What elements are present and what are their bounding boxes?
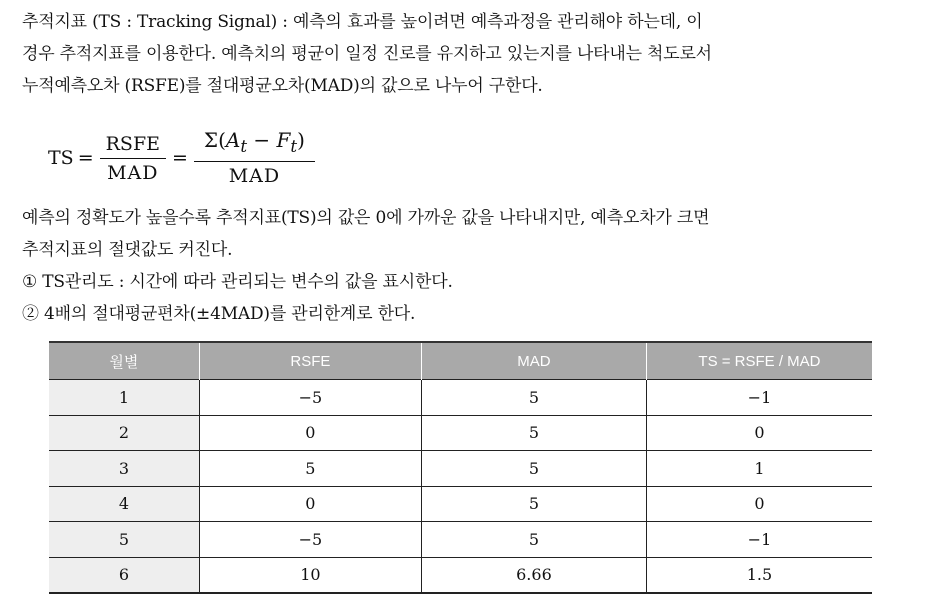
formula-lhs: TS [48, 147, 74, 169]
cell-month: 3 [49, 451, 199, 487]
cell-mad: 6.66 [421, 557, 646, 593]
cell-mad: 5 [421, 486, 646, 522]
cell-ts: 1 [646, 451, 872, 487]
cell-ts: 0 [646, 486, 872, 522]
table-row [49, 522, 872, 558]
intro-paragraph [22, 6, 712, 102]
cell-rsfe: 5 [199, 451, 421, 487]
cell-ts: 1.5 [646, 557, 872, 593]
cell-rsfe: −5 [199, 522, 421, 558]
formula-fraction-2 [194, 128, 315, 188]
cell-month: 5 [49, 522, 199, 558]
table-row [49, 415, 872, 451]
cell-rsfe: −5 [199, 380, 421, 416]
header-mad: MAD [421, 342, 646, 380]
cell-month: 4 [49, 486, 199, 522]
table-row [49, 380, 872, 416]
fraction-1-denominator: MAD [107, 161, 159, 184]
fraction-1-numerator: RSFE [100, 132, 166, 159]
body-line: ① TS관리도 : 시간에 따라 관리되는 변수의 값을 표시한다. [22, 272, 453, 292]
header-ts: TS = RSFE / MAD [646, 342, 872, 380]
tracking-signal-formula [48, 128, 319, 188]
body-line: 추적지표의 절댓값도 커진다. [22, 240, 233, 260]
tracking-signal-table [49, 341, 872, 594]
cell-mad: 5 [421, 451, 646, 487]
header-rsfe: RSFE [199, 342, 421, 380]
subscript-t: t [240, 137, 248, 156]
cell-rsfe: 0 [199, 486, 421, 522]
intro-line: 추적지표 (TS : Tracking Signal) : 예측의 효과를 높이려면 예측과정을 관리해야 하는데, 이 [22, 12, 703, 32]
cell-mad: 5 [421, 415, 646, 451]
cell-mad: 5 [421, 380, 646, 416]
cell-ts: 0 [646, 415, 872, 451]
cell-rsfe: 10 [199, 557, 421, 593]
cell-month: 6 [49, 557, 199, 593]
fraction-2-denominator: MAD [228, 165, 281, 187]
formula-equals: = [172, 147, 188, 169]
actual-variable: A [225, 128, 241, 152]
body-line: 예측의 정확도가 높을수록 추적지표(TS)의 값은 0에 가까운 값을 나타내지만, 예측오차가 크면 [22, 208, 710, 228]
body-paragraph [22, 202, 709, 330]
cell-month: 1 [49, 380, 199, 416]
cell-mad: 5 [421, 522, 646, 558]
cell-ts: −1 [646, 380, 872, 416]
subscript-t: t [290, 137, 298, 156]
table-header-row [49, 342, 872, 380]
table-row [49, 451, 872, 487]
fraction-2-numerator: $\Sigma(A_t - F_t)$ [194, 128, 315, 162]
formula-fraction-1 [100, 132, 166, 185]
cell-rsfe: 0 [199, 415, 421, 451]
cell-ts: −1 [646, 522, 872, 558]
table-row [49, 557, 872, 593]
forecast-variable: F [276, 128, 291, 152]
formula-equals: = [77, 147, 94, 169]
intro-line: 누적예측오차 (RSFE)를 절대평균오차(MAD)의 값으로 나누어 구한다. [22, 76, 543, 96]
body-line: ② 4배의 절대평균편차(±4MAD)를 관리한계로 한다. [22, 304, 416, 324]
sum-symbol: Σ [203, 128, 219, 152]
header-month: 월별 [49, 342, 199, 380]
table-row [49, 486, 872, 522]
cell-month: 2 [49, 415, 199, 451]
intro-line: 경우 추적지표를 이용한다. 예측치의 평균이 일정 진로를 유지하고 있는지를 나타내는 척도로서 [22, 44, 712, 64]
minus-sign: − [253, 128, 271, 152]
